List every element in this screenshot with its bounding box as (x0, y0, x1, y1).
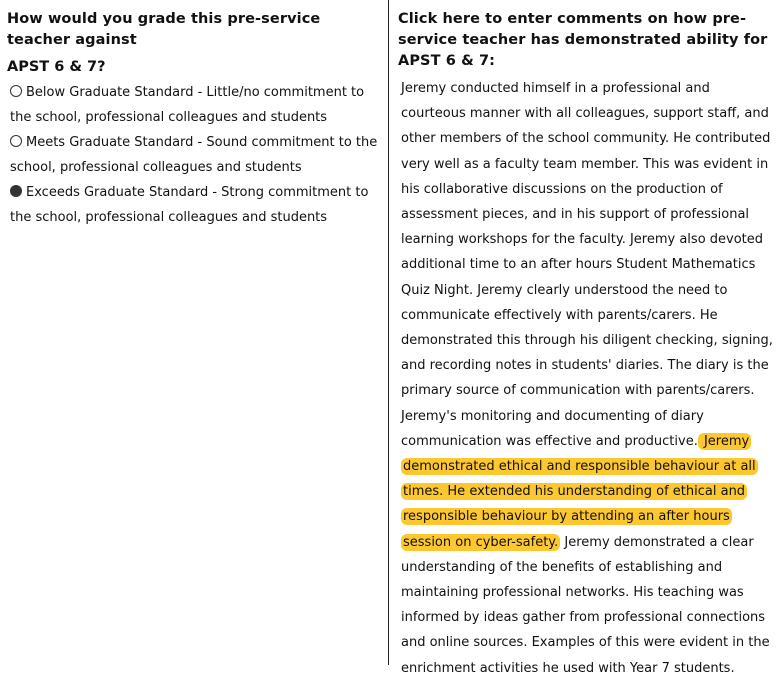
grade-question: How would you grade this pre-service teacher against (7, 11, 321, 48)
grade-radio-group (7, 80, 379, 230)
column-divider (388, 0, 389, 665)
comment-highlighted-text: Jeremy demonstrated ethical and responsible behaviour at all times. He extended his understanding of ethical and responsible behaviour by attending an after hours session on cyber-safety. (403, 433, 756, 550)
grade-option-below[interactable] (7, 80, 379, 130)
grade-option-label: Below Graduate Standard - Little/no commitment to the school, professional colleagues and students (10, 85, 365, 125)
grade-question-standard: APST 6 & 7? (7, 59, 106, 75)
grade-option-label: Exceeds Graduate Standard - Strong commitment to the school, professional colleagues and students (10, 185, 369, 225)
comments-panel (398, 9, 774, 681)
grade-panel (7, 9, 379, 230)
radio-button-unselected-icon[interactable] (10, 135, 22, 147)
comments-textarea[interactable] (398, 76, 773, 681)
comment-text: Jeremy conducted himself in a professional and courteous manner with all colleagues, support staff, and other members of the school community. He contributed very well as a faculty team member. This was evident in his collaborative discussions on the production of assessment pieces, and in his support of professional learning workshops for the faculty. Jeremy also devoted additional time to an after hours Student Mathematics Quiz Night. Jeremy clearly understood the need to communicate effectively with parents/carers. He demonstrated this through his diligent checking, signing, and recording notes in students' diaries. The diary is the primary source of communication with parents/carers. Jeremy's monitoring and documenting of diary communication was effective and productive. (401, 81, 773, 449)
radio-button-selected-icon[interactable] (10, 185, 22, 197)
comment-text-continued: Jeremy demonstrated a clear understanding of the benefits of establishing and maintaining professional networks. His teaching was informed by ideas gather from professional connections and online sources. Examples of this were evident in the enrichment activities he used with Year 7 students. (401, 534, 770, 676)
grade-option-exceeds[interactable] (7, 180, 379, 230)
grade-option-label: Meets Graduate Standard - Sound commitment to the school, professional colleagues and students (10, 135, 378, 175)
comments-heading[interactable]: Click here to enter comments on how pre-service teacher has demonstrated ability for APST 6 & 7: (398, 11, 768, 69)
radio-button-unselected-icon[interactable] (10, 85, 22, 97)
grade-option-meets[interactable] (7, 130, 379, 180)
